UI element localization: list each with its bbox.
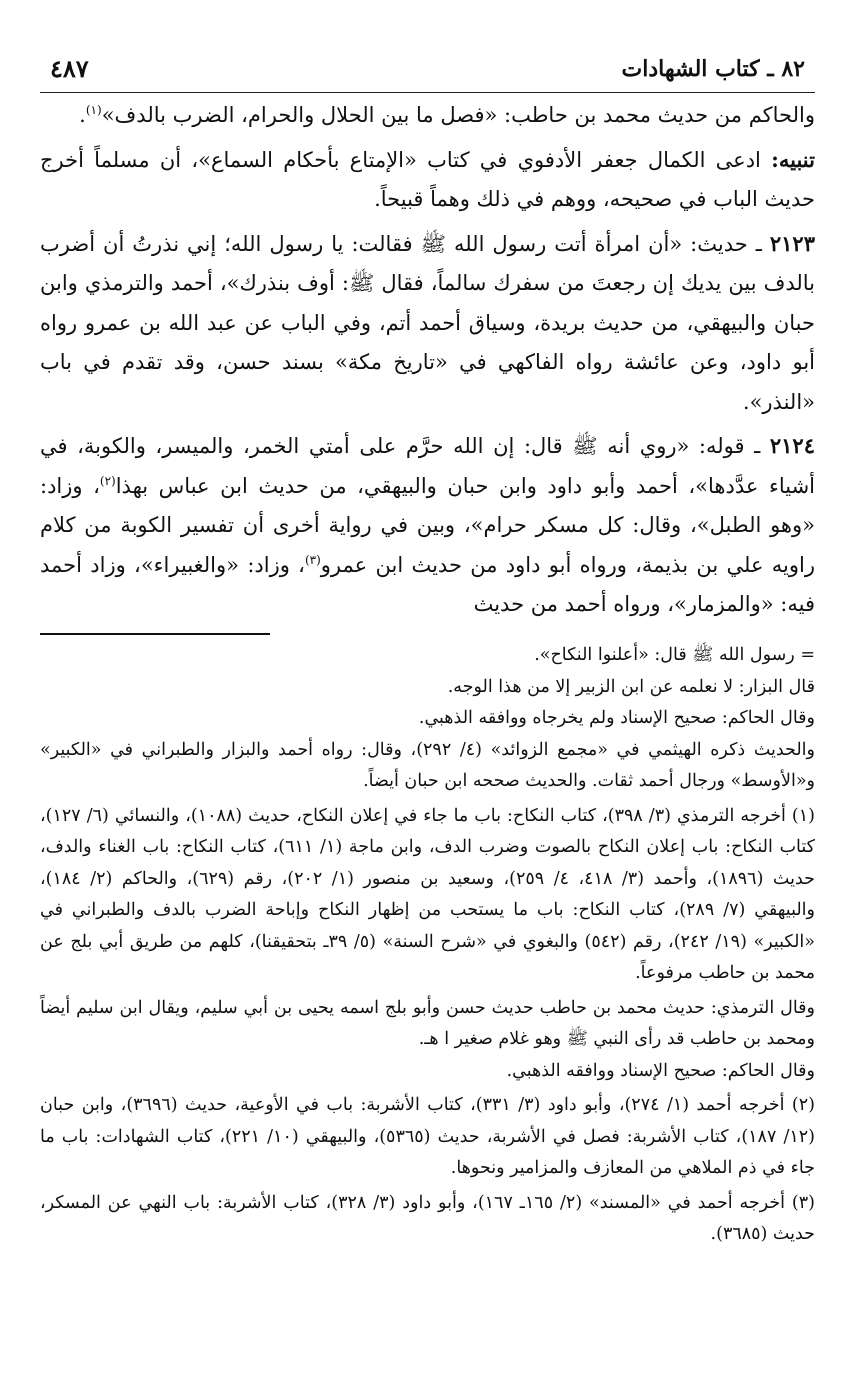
footnote-1: (١) أخرجه الترمذي (٣/ ٣٩٨)، كتاب النكاح: باب ما جاء في إعلان النكاح، حديث (١٠٨٨)، والنسائي (٦/ ١٢٧)، كتاب النكاح: باب إعلان النكاح بالصوت وضرب الدف، وابن ماجة (١/ ٦١١)، كتاب النكاح: باب الغناء والدف، حديث (١٨٩٦)، وأحمد (٣/ ٤١٨، ٤/ ٢٥٩)، وسعيد بن منصور (١/ ٢٠٢)، رقم (٦٢٩)، والحاكم (٢/ ١٨٤)، والبيهقي (٧/ ٢٨٩)، كتاب النكاح: باب ما يستحب من إظهار النكاح وإباحة الضرب بالدف والطبراني في «الكبير» (١٩/ ٢٤٢)، رقم (٥٤٢) والبغوي في «شرح السنة» (٥/ ٣٩ـ بتحقيقنا)، كلهم من طريق أبي بلج عن محمد بن حاطب مرفوعاً. — [40, 805, 816, 983]
footnote-line: والحديث ذكره الهيثمي في «مجمع الزوائد» (٤/ ٢٩٢)، وقال: رواه أحمد والبزار والطبراني في «الكبير» و«الأوسط» ورجال أحمد ثقات. والحديث صححه ابن حبان أيضاً. — [40, 739, 815, 791]
main-text — [40, 96, 815, 636]
paragraph-text: ادعى الكمال جعفر الأدفوي في كتاب «الإمتاع بأحكام السماع»، أن مسلماً أخرج حديث الباب في صحيحه، ووهم في ذلك وهماً قبيحاً. — [40, 147, 815, 211]
page-number: ٤٨٧ — [50, 54, 89, 83]
footnotes — [40, 640, 815, 1340]
paragraph — [40, 140, 815, 220]
hadith-paragraph — [40, 224, 815, 423]
paragraph-text: ، وزاد: «وهو الطبل»، وقال: كل مسكر حرام»، وبين في رواية أخرى أن تفسير الكوبة من كلام راويه علي بن بذيمة، ورواه أبو داود من حديث ابن عمرو — [40, 473, 816, 577]
footnote-line: وقال الترمذي: حديث محمد بن حاطب حديث حسن وأبو بلج اسمه يحيى بن أبي سليم، ويقال ابن سليم أيضاً ومحمد بن حاطب قد رأى النبي ﷺ وهو غلام صغير ا هـ. — [40, 997, 815, 1049]
page-header — [40, 50, 815, 93]
footnote-2: (٢) أخرجه أحمد (١/ ٢٧٤)، وأبو داود (٣/ ٣٣١)، كتاب الأشربة: باب في الأوعية، حديث (٣٦٩٦)، وابن حبان (١٢/ ١٨٧)، كتاب الأشربة: فصل في الأشربة، حديث (٥٣٦٥)، والبيهقي (١٠/ ٢٢١)، كتاب الشهادات: باب ما جاء في ذم الملاهي من المعازف والمزامير ونحوها. — [40, 1095, 815, 1178]
running-title: ٨٢ ـ كتاب الشهادات — [621, 56, 805, 82]
paragraph-text: ـ حديث: «أن امرأة أتت رسول الله ﷺ فقالت: يا رسول الله؛ إني نذرتُ أن أضرب بالدف بين يديك إن رجعتَ من سفرك سالماً، فقال ﷺ: أوف بنذرك»، أحمد والترمذي وابن حبان والبيهقي، من حديث بريدة، وسياق أحمد أتم، وفي الباب عن عبد الله بن عمرو رواه أبو داود، وعن عائشة رواه الفاكهي في «تاريخ مكة» بسند حسن، وقد تقدم في باب «النذر». — [40, 231, 815, 414]
hadith-number: ٢١٢٤ — [769, 433, 815, 458]
footnote-ref: (٣) — [304, 552, 321, 567]
hadith-number: ٢١٢٣ — [769, 230, 815, 256]
footnote-ref: (٢) — [99, 473, 116, 488]
footnote-separator — [40, 633, 270, 635]
paragraph-tail: . — [79, 103, 86, 127]
paragraph-text: والحاكم من حديث محمد بن حاطب: «فصل ما بين الحلال والحرام، الضرب بالدف» — [101, 103, 815, 127]
footnote-line: وقال الحاكم: صحيح الإسناد ووافقه الذهبي. — [506, 1060, 815, 1081]
footnote-3: (٣) أخرجه أحمد في «المسند» (٢/ ١٦٥ـ ١٦٧)، وأبو داود (٣/ ٣٢٨)، كتاب الأشربة: باب النهي عن المسكر، حديث (٣٦٨٥). — [40, 1192, 815, 1244]
footnote-line: قال البزار: لا نعلمه عن ابن الزبير إلا من هذا الوجه. — [447, 676, 815, 697]
paragraph-text: ـ قوله: «روي أنه ﷺ قال: إن الله حرَّم على أمتي الخمر، والميسر، والكوبة، في أشياء عدَّدها»، أحمد وأبو داود وابن حبان والبيهقي، من حديث ابن عباس بهذا — [40, 434, 816, 498]
footnote-line: وقال الحاكم: صحيح الإسناد ولم يخرجاه ووافقه الذهبي. — [418, 708, 815, 728]
note-heading: تنبيه: — [771, 146, 815, 172]
footnote-line: = رسول الله ﷺ قال: «أعلنوا النكاح». — [534, 645, 815, 665]
footnote-ref: (١) — [85, 103, 102, 117]
hadith-paragraph — [40, 426, 815, 625]
paragraph-text: ، وزاد: «والغبيراء»، وزاد أحمد فيه: «والمزمار»، ورواه أحمد من حديث — [40, 552, 815, 616]
paragraph — [40, 96, 815, 136]
